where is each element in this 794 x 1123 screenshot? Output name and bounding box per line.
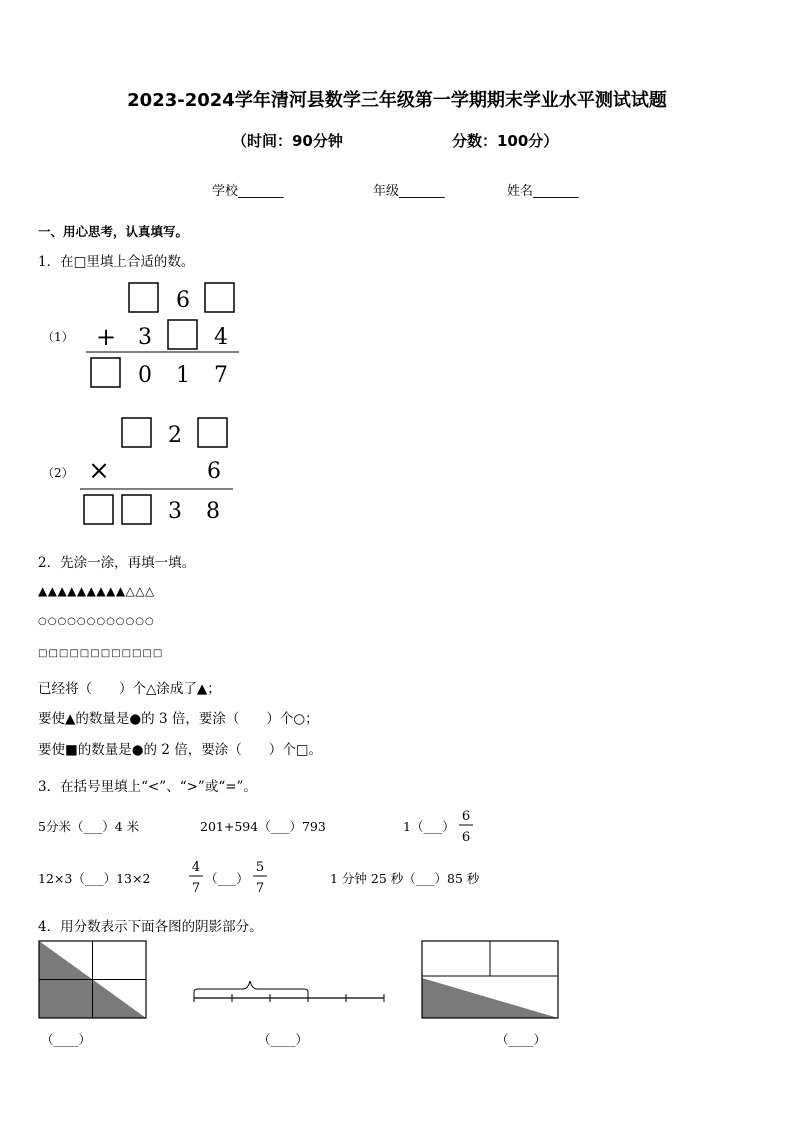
- page-title: 2023-2024学年清河县数学三年级第一学期期末学业水平测试试题: [127, 90, 667, 111]
- numerator: 5: [255, 860, 265, 875]
- question-2: 2．先涂一涂，再填一填。: [38, 555, 196, 571]
- exam-score: 分数：100分）: [452, 132, 559, 150]
- numerator: 6: [461, 809, 471, 824]
- shaded-rectangle-figure: [421, 940, 561, 1020]
- digit: 6: [176, 288, 190, 313]
- shaded-square-figure: [38, 940, 150, 1020]
- number-line-figure: [190, 976, 386, 1006]
- name-field: 姓名_______: [507, 184, 579, 199]
- blank-box: [122, 495, 151, 524]
- compare-1c: 1（___）: [403, 819, 455, 834]
- numerator: 4: [191, 860, 201, 875]
- denominator: 7: [191, 881, 201, 896]
- circle-row: ○○○○○○○○○○○○: [38, 616, 155, 627]
- square-row: □□□□□□□□□□□□: [38, 648, 164, 659]
- vertical-calculations: [36, 278, 246, 530]
- blank-box: [91, 358, 120, 387]
- triangle-row: ▲▲▲▲▲▲▲▲▲△△△: [38, 584, 155, 598]
- digit: 3: [168, 499, 182, 524]
- digit: 8: [206, 499, 220, 524]
- question-1: 1．在□里填上合适的数。: [38, 254, 195, 270]
- blank-box: [168, 320, 197, 349]
- blank-box: [205, 283, 234, 312]
- digit: 1: [176, 363, 190, 388]
- question-3: 3．在括号里填上“<”、“>”或“=”。: [38, 779, 257, 795]
- shaded-region: [422, 978, 558, 1018]
- digit: 4: [214, 325, 228, 350]
- denominator: 6: [461, 830, 471, 845]
- digit: 7: [214, 363, 228, 388]
- grade-field: 年级_______: [373, 184, 445, 199]
- compare-2c: 1 分钟 25 秒（___）85 秒: [330, 871, 480, 886]
- digit: 0: [138, 363, 152, 388]
- fill-line-3: 要使■的数量是●的 2 倍，要涂（ ）个□。: [38, 742, 322, 758]
- blank-box: [129, 283, 158, 312]
- plus-sign: +: [95, 323, 117, 351]
- school-field: 学校_______: [212, 184, 284, 199]
- compare-1b: 201+594（___）793: [200, 819, 326, 834]
- problem-1-label: （1）: [42, 330, 74, 344]
- blank-box: [84, 495, 113, 524]
- blank-box: [122, 418, 151, 447]
- answer-blank-1: （____）: [41, 1032, 92, 1047]
- exam-time: （时间：90分钟: [232, 132, 343, 150]
- fill-line-1: 已经将（ ）个△涂成了▲；: [38, 681, 221, 697]
- answer-blank-2: （____）: [258, 1032, 309, 1047]
- digit: 6: [207, 459, 221, 484]
- fill-line-2: 要使▲的数量是●的 3 倍，要涂（ ）个○；: [38, 711, 319, 727]
- compare-2a: 12×3（___）13×2: [38, 871, 151, 886]
- digit: 2: [168, 423, 182, 448]
- answer-blank-3: （____）: [496, 1032, 547, 1047]
- times-sign: ×: [88, 456, 110, 486]
- denominator: 7: [255, 881, 265, 896]
- fraction-5-7: [250, 854, 270, 898]
- question-4: 4．用分数表示下面各图的阴影部分。: [38, 919, 263, 935]
- digit: 3: [138, 325, 152, 350]
- compare-1a: 5分米（___）4 米: [38, 819, 140, 834]
- blank-box: [198, 418, 227, 447]
- fraction-6-6: [456, 803, 476, 847]
- fraction-4-7: [186, 854, 206, 898]
- problem-2-label: （2）: [42, 466, 74, 480]
- brace: [194, 981, 308, 998]
- section-heading: 一、用心思考，认真填写。: [38, 224, 189, 239]
- compare-2b-blank: （___）: [205, 871, 249, 886]
